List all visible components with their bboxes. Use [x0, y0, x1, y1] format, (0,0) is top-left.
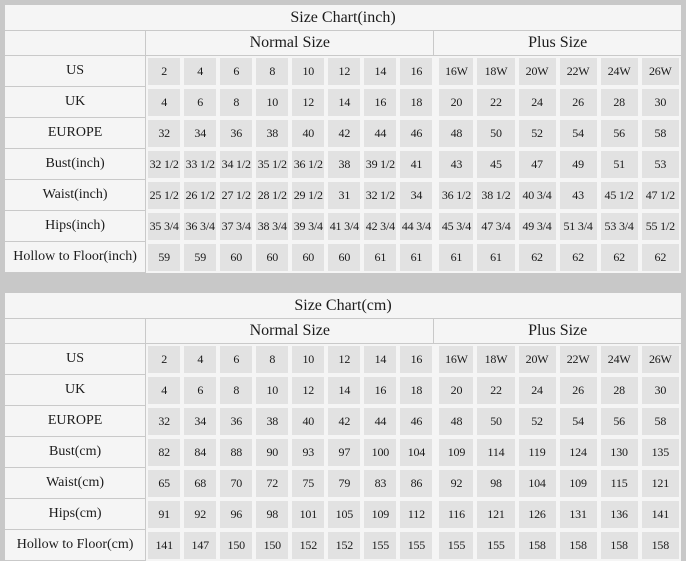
corner-cell [5, 31, 146, 56]
size-value-cell: 26W [640, 344, 681, 375]
size-value-cell: 37 3/4 [218, 211, 254, 242]
size-value-cell: 22W [558, 56, 599, 87]
size-value-cell: 25 1/2 [146, 180, 182, 211]
table-row-uk [5, 375, 681, 406]
size-value-cell: 86 [398, 468, 434, 499]
normal-size-header: Normal Size [146, 319, 434, 344]
corner-cell [5, 319, 146, 344]
size-value-cell: 16W [434, 56, 475, 87]
size-value-cell: 24 [517, 375, 558, 406]
size-value-cell: 16 [362, 87, 398, 118]
table-row-bust-inch [5, 149, 681, 180]
size-value-cell: 38 1/2 [475, 180, 516, 211]
size-value-cell: 39 3/4 [290, 211, 326, 242]
size-value-cell: 14 [362, 344, 398, 375]
size-value-cell: 49 3/4 [517, 211, 558, 242]
size-value-cell: 88 [218, 437, 254, 468]
size-value-cell: 10 [290, 344, 326, 375]
size-value-cell: 45 [475, 149, 516, 180]
size-value-cell: 61 [362, 242, 398, 273]
size-value-cell: 20W [517, 56, 558, 87]
size-value-cell: 40 [290, 118, 326, 149]
size-value-cell: 48 [434, 118, 475, 149]
size-value-cell: 155 [475, 530, 516, 561]
size-value-cell: 30 [640, 375, 681, 406]
size-value-cell: 98 [475, 468, 516, 499]
size-value-cell: 33 1/2 [182, 149, 218, 180]
size-value-cell: 16W [434, 344, 475, 375]
size-value-cell: 101 [290, 499, 326, 530]
size-value-cell: 36 1/2 [290, 149, 326, 180]
size-value-cell: 58 [640, 406, 681, 437]
title-row [5, 293, 681, 319]
size-value-cell: 150 [218, 530, 254, 561]
table-row-hips-inch [5, 211, 681, 242]
table-row-europe [5, 406, 681, 437]
size-value-cell: 126 [517, 499, 558, 530]
size-value-cell: 18 [398, 375, 434, 406]
size-value-cell: 29 1/2 [290, 180, 326, 211]
size-value-cell: 16 [398, 56, 434, 87]
size-value-cell: 44 3/4 [398, 211, 434, 242]
row-label: Waist(cm) [5, 468, 146, 499]
size-value-cell: 10 [254, 375, 290, 406]
size-value-cell: 58 [640, 118, 681, 149]
size-value-cell: 24W [599, 56, 640, 87]
size-value-cell: 61 [434, 242, 475, 273]
size-value-cell: 158 [558, 530, 599, 561]
size-value-cell: 109 [434, 437, 475, 468]
size-value-cell: 53 [640, 149, 681, 180]
size-value-cell: 4 [146, 375, 182, 406]
table-body [5, 56, 681, 273]
size-value-cell: 34 [398, 180, 434, 211]
size-value-cell: 14 [362, 56, 398, 87]
table-body [5, 344, 681, 561]
size-value-cell: 42 3/4 [362, 211, 398, 242]
size-value-cell: 79 [326, 468, 362, 499]
table-title: Size Chart(inch) [5, 5, 681, 31]
size-value-cell: 53 3/4 [599, 211, 640, 242]
size-value-cell: 16 [362, 375, 398, 406]
size-value-cell: 24 [517, 87, 558, 118]
size-value-cell: 44 [362, 406, 398, 437]
size-value-cell: 155 [434, 530, 475, 561]
size-value-cell: 62 [599, 242, 640, 273]
size-value-cell: 100 [362, 437, 398, 468]
size-value-cell: 36 1/2 [434, 180, 475, 211]
size-value-cell: 32 1/2 [146, 149, 182, 180]
size-value-cell: 8 [254, 344, 290, 375]
size-value-cell: 56 [599, 118, 640, 149]
size-value-cell: 65 [146, 468, 182, 499]
size-value-cell: 43 [558, 180, 599, 211]
table-row-europe [5, 118, 681, 149]
table-row-hollow-to-floor-inch [5, 242, 681, 273]
size-value-cell: 26W [640, 56, 681, 87]
size-value-cell: 38 [326, 149, 362, 180]
size-value-cell: 91 [146, 499, 182, 530]
plus-size-header: Plus Size [434, 319, 681, 344]
row-label: UK [5, 87, 146, 118]
size-value-cell: 109 [362, 499, 398, 530]
size-value-cell: 32 [146, 406, 182, 437]
size-value-cell: 38 [254, 118, 290, 149]
size-value-cell: 62 [517, 242, 558, 273]
size-value-cell: 141 [640, 499, 681, 530]
size-value-cell: 60 [254, 242, 290, 273]
row-label: US [5, 344, 146, 375]
size-value-cell: 60 [290, 242, 326, 273]
size-value-cell: 93 [290, 437, 326, 468]
size-value-cell: 46 [398, 406, 434, 437]
size-value-cell: 48 [434, 406, 475, 437]
size-value-cell: 104 [517, 468, 558, 499]
size-value-cell: 6 [218, 56, 254, 87]
size-value-cell: 18W [475, 344, 516, 375]
size-value-cell: 26 [558, 375, 599, 406]
size-value-cell: 152 [326, 530, 362, 561]
size-value-cell: 4 [146, 87, 182, 118]
size-value-cell: 38 3/4 [254, 211, 290, 242]
plus-size-header: Plus Size [434, 31, 681, 56]
size-value-cell: 4 [182, 344, 218, 375]
table-row-waist-inch [5, 180, 681, 211]
row-label: Waist(inch) [5, 180, 146, 211]
size-value-cell: 40 [290, 406, 326, 437]
size-value-cell: 59 [182, 242, 218, 273]
row-label: Hollow to Floor(cm) [5, 530, 146, 561]
table-row-us [5, 344, 681, 375]
size-value-cell: 50 [475, 406, 516, 437]
size-value-cell: 46 [398, 118, 434, 149]
size-value-cell: 8 [218, 375, 254, 406]
size-value-cell: 14 [326, 375, 362, 406]
size-value-cell: 152 [290, 530, 326, 561]
table-row-us [5, 56, 681, 87]
size-value-cell: 75 [290, 468, 326, 499]
size-value-cell: 42 [326, 406, 362, 437]
size-value-cell: 47 3/4 [475, 211, 516, 242]
table-row-bust-cm [5, 437, 681, 468]
size-value-cell: 43 [434, 149, 475, 180]
size-value-cell: 28 1/2 [254, 180, 290, 211]
size-value-cell: 62 [558, 242, 599, 273]
size-value-cell: 155 [398, 530, 434, 561]
size-value-cell: 147 [182, 530, 218, 561]
size-value-cell: 109 [558, 468, 599, 499]
size-value-cell: 24W [599, 344, 640, 375]
size-value-cell: 68 [182, 468, 218, 499]
size-value-cell: 47 1/2 [640, 180, 681, 211]
group-header-row [5, 31, 681, 56]
size-chart-inch [5, 5, 681, 273]
size-value-cell: 60 [218, 242, 254, 273]
size-value-cell: 60 [326, 242, 362, 273]
size-value-cell: 14 [326, 87, 362, 118]
size-value-cell: 72 [254, 468, 290, 499]
size-value-cell: 18 [398, 87, 434, 118]
size-value-cell: 38 [254, 406, 290, 437]
size-value-cell: 62 [640, 242, 681, 273]
size-value-cell: 158 [640, 530, 681, 561]
size-value-cell: 28 [599, 375, 640, 406]
row-label: Hips(cm) [5, 499, 146, 530]
size-value-cell: 114 [475, 437, 516, 468]
size-value-cell: 32 [146, 118, 182, 149]
size-value-cell: 119 [517, 437, 558, 468]
row-label: UK [5, 375, 146, 406]
size-value-cell: 61 [475, 242, 516, 273]
size-value-cell: 84 [182, 437, 218, 468]
size-value-cell: 2 [146, 56, 182, 87]
size-value-cell: 54 [558, 406, 599, 437]
size-value-cell: 124 [558, 437, 599, 468]
size-value-cell: 92 [182, 499, 218, 530]
size-value-cell: 41 3/4 [326, 211, 362, 242]
size-value-cell: 92 [434, 468, 475, 499]
size-value-cell: 155 [362, 530, 398, 561]
size-value-cell: 104 [398, 437, 434, 468]
size-value-cell: 70 [218, 468, 254, 499]
size-value-cell: 26 1/2 [182, 180, 218, 211]
size-value-cell: 36 [218, 406, 254, 437]
row-label: US [5, 56, 146, 87]
size-value-cell: 52 [517, 118, 558, 149]
size-value-cell: 32 1/2 [362, 180, 398, 211]
size-value-cell: 35 3/4 [146, 211, 182, 242]
row-label: Hips(inch) [5, 211, 146, 242]
size-value-cell: 20W [517, 344, 558, 375]
size-value-cell: 12 [290, 375, 326, 406]
size-chart-cm-table [5, 293, 681, 561]
size-chart-cm [5, 293, 681, 561]
size-value-cell: 51 3/4 [558, 211, 599, 242]
normal-size-header: Normal Size [146, 31, 434, 56]
size-value-cell: 56 [599, 406, 640, 437]
size-value-cell: 10 [290, 56, 326, 87]
title-row [5, 5, 681, 31]
size-chart-inch-table [5, 5, 681, 273]
size-value-cell: 26 [558, 87, 599, 118]
size-value-cell: 22 [475, 87, 516, 118]
size-value-cell: 59 [146, 242, 182, 273]
size-value-cell: 82 [146, 437, 182, 468]
size-value-cell: 51 [599, 149, 640, 180]
group-header-row [5, 319, 681, 344]
size-value-cell: 96 [218, 499, 254, 530]
size-value-cell: 22 [475, 375, 516, 406]
size-value-cell: 31 [326, 180, 362, 211]
size-value-cell: 90 [254, 437, 290, 468]
size-value-cell: 83 [362, 468, 398, 499]
size-value-cell: 61 [398, 242, 434, 273]
size-value-cell: 12 [326, 56, 362, 87]
size-value-cell: 2 [146, 344, 182, 375]
size-value-cell: 28 [599, 87, 640, 118]
size-value-cell: 50 [475, 118, 516, 149]
size-value-cell: 6 [182, 375, 218, 406]
row-label: Hollow to Floor(inch) [5, 242, 146, 273]
size-value-cell: 40 3/4 [517, 180, 558, 211]
size-value-cell: 30 [640, 87, 681, 118]
size-value-cell: 4 [182, 56, 218, 87]
size-value-cell: 121 [640, 468, 681, 499]
size-value-cell: 105 [326, 499, 362, 530]
size-value-cell: 18W [475, 56, 516, 87]
size-value-cell: 16 [398, 344, 434, 375]
size-value-cell: 42 [326, 118, 362, 149]
size-value-cell: 130 [599, 437, 640, 468]
size-value-cell: 150 [254, 530, 290, 561]
size-value-cell: 34 1/2 [218, 149, 254, 180]
size-value-cell: 6 [218, 344, 254, 375]
row-label: EUROPE [5, 406, 146, 437]
size-value-cell: 36 3/4 [182, 211, 218, 242]
size-value-cell: 12 [290, 87, 326, 118]
size-value-cell: 116 [434, 499, 475, 530]
size-value-cell: 41 [398, 149, 434, 180]
size-value-cell: 34 [182, 406, 218, 437]
row-label: Bust(cm) [5, 437, 146, 468]
size-value-cell: 39 1/2 [362, 149, 398, 180]
size-value-cell: 98 [254, 499, 290, 530]
size-value-cell: 34 [182, 118, 218, 149]
size-value-cell: 52 [517, 406, 558, 437]
size-value-cell: 12 [326, 344, 362, 375]
size-value-cell: 141 [146, 530, 182, 561]
size-value-cell: 20 [434, 375, 475, 406]
table-row-waist-cm [5, 468, 681, 499]
table-row-hollow-to-floor-cm [5, 530, 681, 561]
table-row-hips-cm [5, 499, 681, 530]
size-value-cell: 10 [254, 87, 290, 118]
size-value-cell: 115 [599, 468, 640, 499]
size-value-cell: 45 3/4 [434, 211, 475, 242]
size-value-cell: 49 [558, 149, 599, 180]
size-value-cell: 97 [326, 437, 362, 468]
size-value-cell: 6 [182, 87, 218, 118]
table-title: Size Chart(cm) [5, 293, 681, 319]
size-value-cell: 112 [398, 499, 434, 530]
size-value-cell: 45 1/2 [599, 180, 640, 211]
size-value-cell: 20 [434, 87, 475, 118]
size-value-cell: 136 [599, 499, 640, 530]
size-value-cell: 22W [558, 344, 599, 375]
size-value-cell: 135 [640, 437, 681, 468]
size-value-cell: 44 [362, 118, 398, 149]
size-value-cell: 35 1/2 [254, 149, 290, 180]
size-value-cell: 8 [254, 56, 290, 87]
size-value-cell: 158 [517, 530, 558, 561]
size-value-cell: 36 [218, 118, 254, 149]
row-label: EUROPE [5, 118, 146, 149]
size-value-cell: 47 [517, 149, 558, 180]
size-value-cell: 131 [558, 499, 599, 530]
table-row-uk [5, 87, 681, 118]
size-value-cell: 55 1/2 [640, 211, 681, 242]
size-value-cell: 54 [558, 118, 599, 149]
row-label: Bust(inch) [5, 149, 146, 180]
size-value-cell: 27 1/2 [218, 180, 254, 211]
size-value-cell: 8 [218, 87, 254, 118]
size-value-cell: 158 [599, 530, 640, 561]
size-value-cell: 121 [475, 499, 516, 530]
